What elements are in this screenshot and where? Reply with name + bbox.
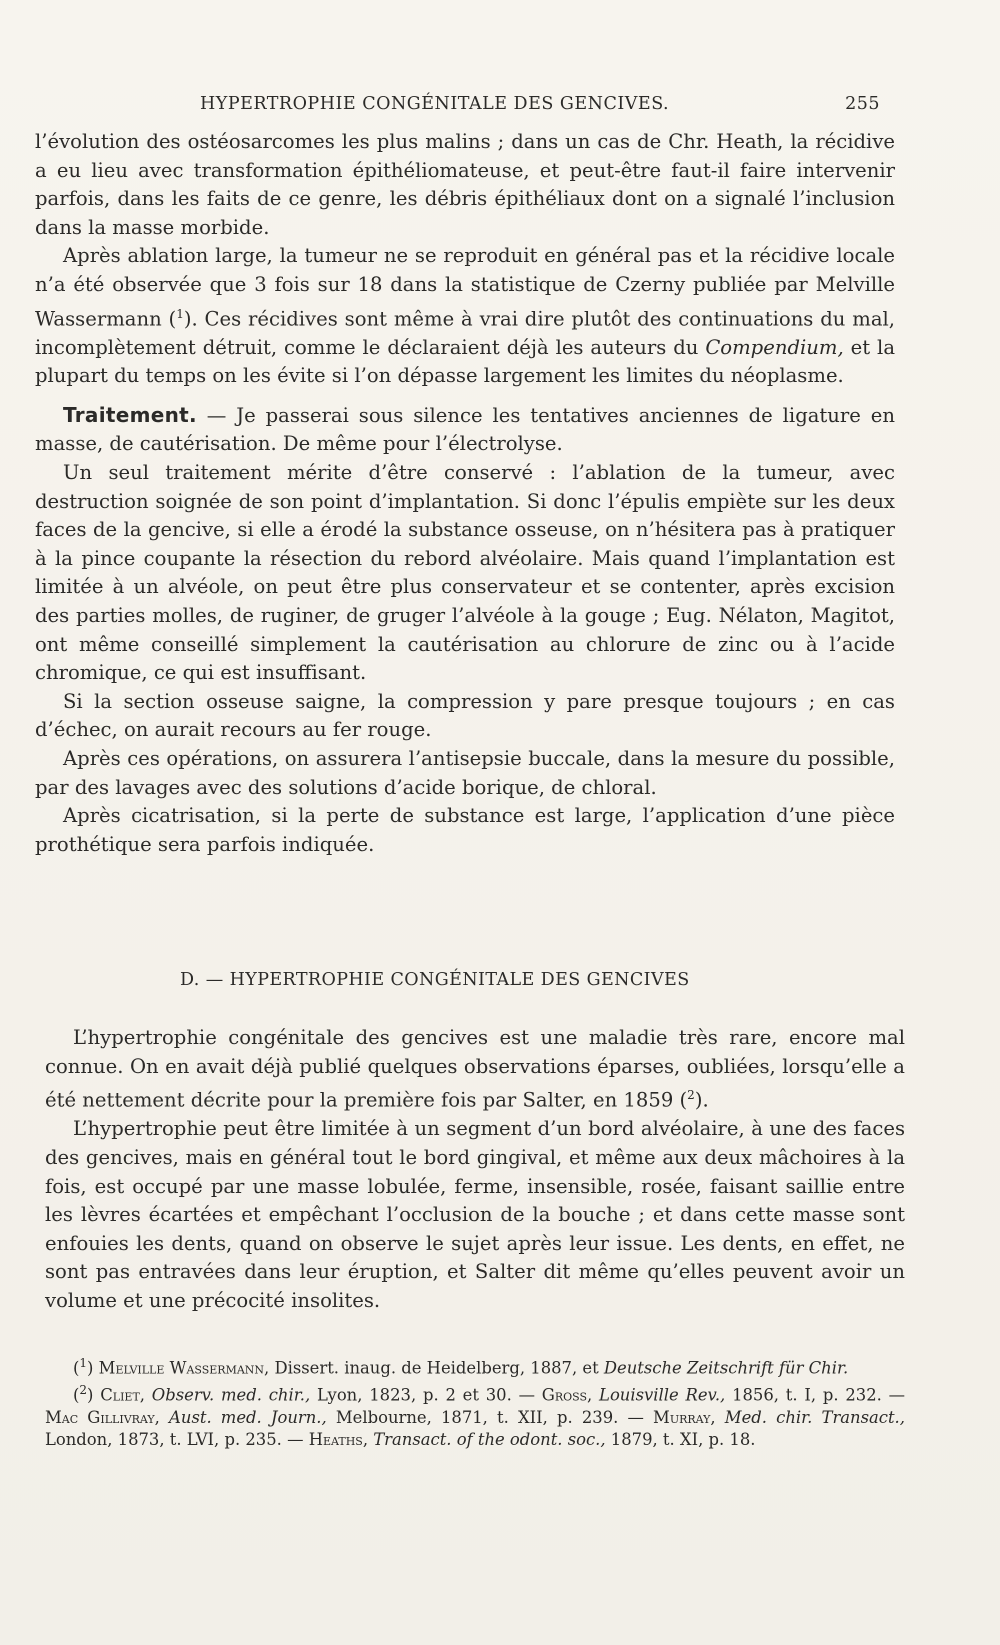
main-text-top xyxy=(35,128,895,859)
paragraph-antisepsie: Après ces opérations, on assurera l’antisepsie buccale, dans la mesure du possible, par des lavages avec des solutions d’acide borique, de chloral. xyxy=(35,747,895,799)
paragraph-section-osseuse: Si la section osseuse saigne, la compression y pare presque toujours ; en cas d’échec, on aurait recours au fer rouge. xyxy=(35,689,895,742)
paragraph-continuation: l’évolution des ostéosarcomes les plus malins ; dans un cas de Chr. Heath, la récidive a eu lieu avec transformation épithéliomateuse, et peut-être faut-il faire intervenir parfois, dans les faits de ce genre, les débris épithéliaux dont on a signalé l’inclusion dans la masse morbide. xyxy=(35,130,895,239)
paragraph-cicatrisation: Après cicatrisation, si la perte de substance est large, l’application d’une pièce prothétique sera parfois indiquée. xyxy=(35,804,895,856)
compendium-title: Compendium, xyxy=(705,335,844,359)
page-number: 255 xyxy=(845,94,880,114)
paragraph-seul-traitement: Un seul traitement mérite d’être conservé : l’ablation de la tumeur, avec destruction soignée de son point d’implantation. Si donc l’épulis empiète sur les deux faces de la gencive, si elle a érodé la substance osseuse, on n’hésitera pas à pratiquer à la pince coupante la résection du rebord alvéolaire. Mais quand l’implantation est limitée à un alvéole, on peut être plus conservateur et se contenter, après excision des parties molles, de ruginer, de gruger l’alvéole à la gouge ; Eug. Nélaton, Magitot, ont même conseillé simplement la cautérisation au chlorure de zinc ou à l’acide chromique, ce qui est insuffisant. xyxy=(35,461,895,685)
paragraph-traitement: Traitement. — Je passerai sous silence les tentatives anciennes de ligature en masse, de cautérisation. De même pour l’électrolyse. xyxy=(35,402,895,456)
footnote-1: ($^1$) Melville Wassermann, Dissert. inaug. de Heidelberg, 1887, et Deutsche Zeitschrift für Chir. xyxy=(73,1356,849,1378)
footnotes xyxy=(45,1352,905,1451)
footnote-2: ($^2$) Cliet, Observ. med. chir., Lyon, 1823, p. 2 et 30. — Gross, Louisville Rev., 1856, t. I, p. 232. — Mac Gillivray, Aust. med. Journ., Melbourne, 1871, t. XII, p. 239. — Murray, Med. chir. Transact., London, 1873, t. LVI, p. 235. — Heaths, Transact. of the odont. soc., 1879, t. XI, p. 18. xyxy=(45,1383,906,1449)
paragraph-hypertrophie-intro: L’hypertrophie congénitale des gencives est une maladie très rare, encore mal connue. On en avait déjà publié quelques observations éparses, oubliées, lorsqu’elle a été nettement décrite pour la première fois par Salter, en 1859 ($^2$). xyxy=(45,1026,905,1112)
paragraph-recidive: Après ablation large, la tumeur ne se reproduit en général pas et la récidive locale n’a été observée que 3 fois sur 18 dans la statistique de Czerny publiée par Melville Wassermann ($^1$). Ces récidives sont même à vrai dire plutôt des continuations du mal, incomplètement détruit, comme le déclaraient déjà les auteurs du Compendium, et la plupart du temps on les évite si l’on dépasse largement les limites du néoplasme. xyxy=(35,244,895,388)
traitement-heading: Traitement. xyxy=(63,402,197,427)
paragraph-hypertrophie-description: L’hypertrophie peut être limitée à un segment d’un bord alvéolaire, à une des faces des gencives, mais en général tout le bord gingival, et même aux deux mâchoires à la fois, est occupé par une masse lobulée, ferme, insensible, rosée, faisant saillie entre les lèvres écartées et empêchant l’occlusion de la bouche ; et dans cette masse sont enfouies les dents, quand on observe le sujet après leur issue. Les dents, en effet, ne sont pas entravées dans leur éruption, et Salter dit même qu’elles peuvent avoir un volume et une précocité insolites. xyxy=(45,1117,905,1312)
running-head-title: HYPERTROPHIE CONGÉNITALE DES GENCIVES. xyxy=(200,94,670,114)
footnote-author: Melville Wassermann, xyxy=(98,1358,270,1378)
section-heading: D. — HYPERTROPHIE CONGÉNITALE DES GENCIVES xyxy=(180,970,690,990)
footnote-ref-1: 1 xyxy=(176,306,184,321)
main-text-bottom xyxy=(45,1024,905,1315)
footnote-ref-2: 2 xyxy=(687,1088,695,1103)
